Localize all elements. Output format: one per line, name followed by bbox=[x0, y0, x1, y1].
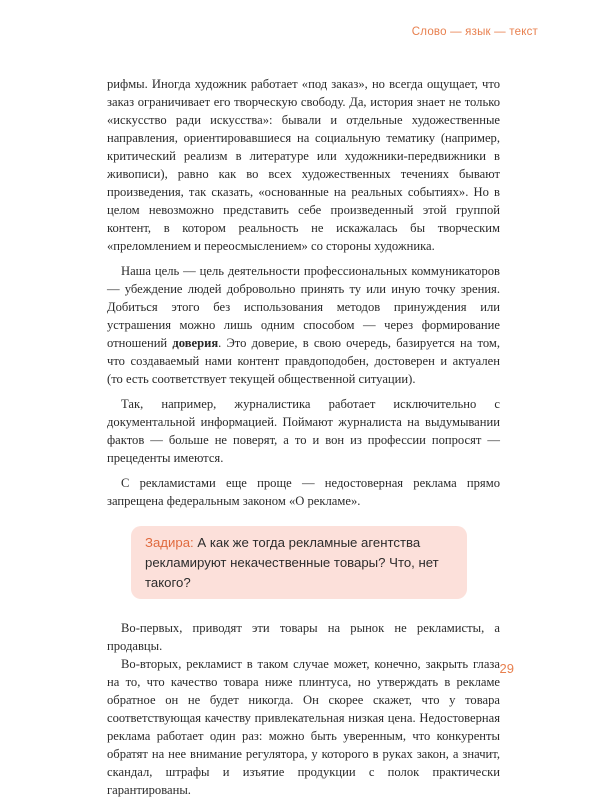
paragraph-2-tail: . Это доверие, в свою очередь, базируется на том, что создаваемый нами контент правдоподобен, достоверен и актуален (то есть соответствует текущей общественной ситуации). bbox=[107, 336, 500, 386]
paragraph-2 bbox=[107, 262, 500, 388]
running-header: Слово — язык — текст bbox=[411, 26, 538, 38]
paragraph-2-text: Наша цель — цель деятельности профессиональных коммуникаторов — убеждение людей добровольно принять ту или иную точку зрения. Добиться этого без использования методов принуждения или устрашения можно лишь одним способом — через формирование отношений bbox=[107, 264, 500, 350]
paragraph-5: Во-первых, приводят эти товары на рынок не рекламисты, а продавцы. bbox=[107, 621, 500, 653]
paragraph-1: рифмы. Иногда художник работает «под заказ», но всегда ощущает, что заказ ограничивает его творческую свободу. Да, история знает не только «искусство ради искусства»: бывали и отдельные художественные направления, ориентировавшиеся на социальную тематику (например, критический реализм в литературе или художники-передвижники в живописи), равно как во всех художественных течениях бывают произведения, так сказать, «основанные на реальных событиях». Но в целом невозможно представить себе произведенный этой группой контент, в котором реальность не искажалась бы творческим «преломлением и переосмыслением» со стороны художника. bbox=[107, 77, 500, 253]
paragraph-3: Так, например, журналистика работает исключительно с документальной информацией. Поймают журналиста на выдумывании фактов — больше не поверят, а то и вон из профессии попросят — прецеденты имеются. bbox=[107, 397, 500, 465]
callout-speaker: Задира: bbox=[145, 535, 194, 550]
page-number: 29 bbox=[499, 661, 514, 676]
callout-text: А как же тогда рекламные агентства рекламируют некачественные товары? Что, нет такого? bbox=[145, 535, 439, 590]
paragraph-4: С рекламистами еще проще — недостоверная реклама прямо запрещена федеральным законом «О рекламе». bbox=[107, 476, 500, 508]
dialogue-callout bbox=[131, 526, 467, 599]
paragraph-6: Во-вторых, рекламист в таком случае может, конечно, закрыть глаза на то, что качество товара ниже плинтуса, но утверждать в рекламе обратное он не будет никогда. Он скорее скажет, что у товара соответствующая качеству привлекательная низкая цена. Недостоверная реклама работает один раз: можно быть уверенным, что конкуренты обратят на нее внимание регулятора, у которого в руках закон, а значит, скандал, штрафы и изъятие продукции с полок практически гарантированы. bbox=[107, 657, 500, 797]
page-body bbox=[107, 75, 500, 799]
bold-term: доверия bbox=[172, 336, 219, 350]
